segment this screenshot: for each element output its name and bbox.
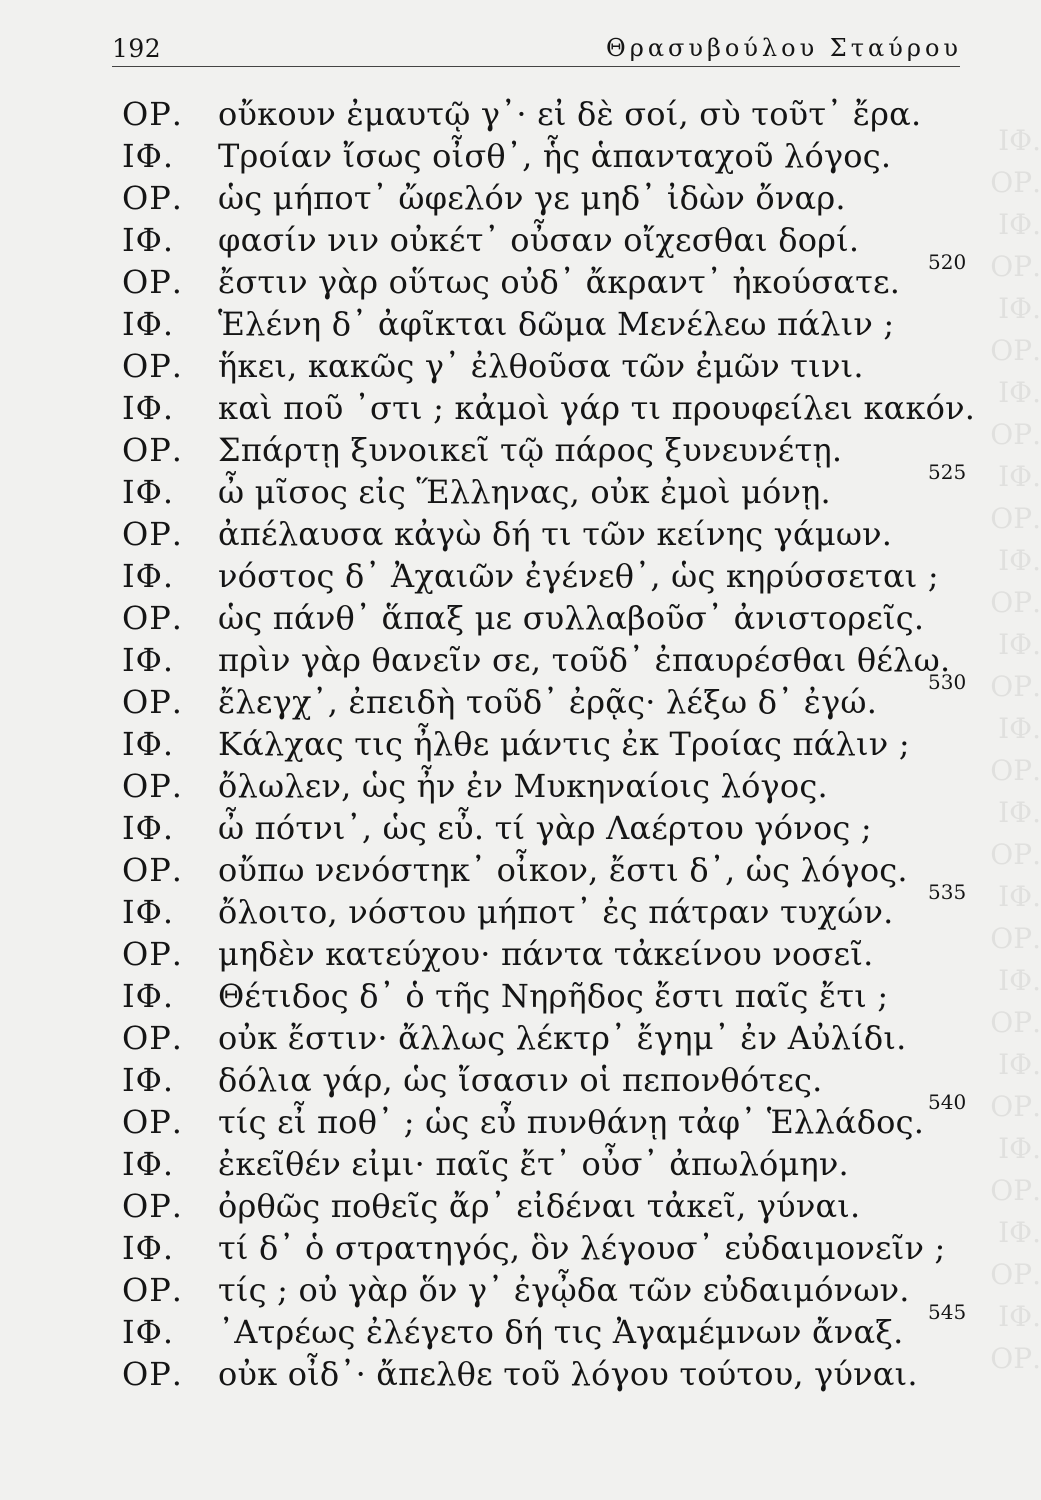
verse-text: Σπάρτῃ ξυνοικεῖ τῷ πάρος ξυνευνέτῃ. [218,431,843,469]
verse-text: ᾽Ατρέως ἐλέγετο δή τις Ἀγαμέμνων ἄναξ. [218,1313,904,1351]
dialogue-line-11 [0,513,1041,555]
speaker-label: ΟΡ. [122,1019,183,1057]
speaker-label: ΙΦ. [122,1229,175,1267]
speaker-label: ΙΦ. [122,1313,175,1351]
dialogue-lines [0,93,1041,1463]
speaker-label: ΙΦ. [122,1145,175,1183]
dialogue-line-14 [0,639,1041,681]
speaker-label: ΙΦ. [122,809,175,847]
verse-text: ἔλεγχ᾽, ἐπειδὴ τοῦδ᾽ ἐρᾷς· λέξω δ᾽ ἐγώ. [218,683,878,721]
dialogue-line-30 [0,1300,1041,1353]
dialogue-line-13 [0,597,1041,639]
dialogue-line-23 [0,1017,1041,1059]
speaker-label: ΙΦ. [122,893,175,931]
verse-text: ἥκει, κακῶς γ᾽ ἐλθοῦσα τῶν ἐμῶν τινι. [218,347,864,385]
speaker-label: ΟΡ. [122,179,183,217]
dialogue-line-6 [0,303,1041,345]
dialogue-line-2 [0,135,1041,177]
dialogue-line-28 [0,1227,1041,1269]
dialogue-line-29 [0,1269,1041,1311]
verse-text: τίς εἶ ποθ᾽ ; ὡς εὖ πυνθάνῃ τἀφ᾽ Ἑλλάδος. [218,1103,925,1141]
dialogue-line-15 [0,670,1041,723]
line-number: 545 [928,1300,967,1324]
speaker-label: ΙΦ. [122,641,175,679]
speaker-label: ΙΦ. [122,137,175,175]
verse-text: ὄλωλεν, ὡς ἦν ἐν Μυκηναίοις λόγος. [218,767,828,805]
verse-text: Τροίαν ἴσως οἶσθ᾽, ἧς ἁπανταχοῦ λόγος. [218,137,892,175]
dialogue-line-7 [0,345,1041,387]
dialogue-line-12 [0,555,1041,597]
line-number: 525 [928,460,967,484]
verse-text: ὡς μήποτ᾽ ὤφελόν γε μηδ᾽ ἰδὼν ὄναρ. [218,179,846,217]
speaker-label: ΙΦ. [122,473,175,511]
dialogue-line-19 [0,849,1041,891]
dialogue-line-24 [0,1059,1041,1101]
show-through-text: ΙΦ. ΟΡ. ΙΦ. ΟΡ. ΙΦ. ΟΡ. ΙΦ. ΟΡ. ΙΦ. ΟΡ. ΙΦ. ΟΡ. ΙΦ. ΟΡ. ΙΦ. ΟΡ. ΙΦ. ΟΡ. ΙΦ. ΟΡ. ΙΦ. ΟΡ. ΙΦ. ΟΡ. ΙΦ. ΟΡ. ΙΦ. ΟΡ. ΙΦ. ΟΡ. [990,124,1041,1375]
speaker-label: ΟΡ. [122,767,183,805]
verse-text: οὐκ οἶδ᾽· ἄπελθε τοῦ λόγου τούτου, γύναι. [218,1355,918,1393]
speaker-label: ΟΡ. [122,1103,183,1141]
speaker-label: ΙΦ. [122,977,175,1015]
dialogue-line-5 [0,250,1041,303]
dialogue-line-21 [0,933,1041,975]
verse-text: ἀπέλαυσα κἀγὼ δή τι τῶν κείνης γάμων. [218,515,893,553]
speaker-label: ΟΡ. [122,1355,183,1393]
speaker-label: ΟΡ. [122,263,183,301]
verse-text: οὐκ ἔστιν· ἄλλως λέκτρ᾽ ἔγημ᾽ ἐν Αὐλίδι. [218,1019,907,1057]
dialogue-line-26 [0,1143,1041,1185]
verse-text: οὔπω νενόστηκ᾽ οἶκον, ἔστι δ᾽, ὡς λόγος. [218,851,908,889]
verse-text: Ἑλένη δ᾽ ἀφῖκται δῶμα Μενέλεω πάλιν ; [218,305,895,343]
speaker-label: ΟΡ. [122,347,183,385]
dialogue-line-9 [0,429,1041,471]
dialogue-line-10 [0,460,1041,513]
verse-text: ὄλοιτο, νόστου μήποτ᾽ ἐς πάτραν τυχών. [218,893,894,931]
speaker-label: ΟΡ. [122,1187,183,1225]
dialogue-line-27 [0,1185,1041,1227]
line-number: 520 [928,250,967,274]
speaker-label: ΟΡ. [122,851,183,889]
dialogue-line-8 [0,387,1041,429]
verse-text: ὦ πότνι᾽, ὡς εὖ. τί γὰρ Λαέρτου γόνος ; [218,809,872,847]
header-rule [112,66,960,67]
speaker-label: ΟΡ. [122,515,183,553]
page-number: 192 [112,34,162,63]
verse-text: ἐκεῖθέν εἰμι· παῖς ἔτ᾽ οὖσ᾽ ἀπωλόμην. [218,1145,849,1183]
verse-text: πρὶν γὰρ θανεῖν σε, τοῦδ᾽ ἐπαυρέσθαι θέλω. [218,641,951,679]
verse-text: ἔστιν γὰρ οὕτως οὐδ᾽ ἄκραντ᾽ ἠκούσατε. [218,263,901,301]
verse-text: φασίν νιν οὐκέτ᾽ οὖσαν οἴχεσθαι δορί. [218,221,860,259]
verse-text: μηδὲν κατεύχου· πάντα τἀκείνου νοσεῖ. [218,935,874,973]
dialogue-line-22 [0,975,1041,1017]
verse-text: νόστος δ᾽ Ἀχαιῶν ἐγένεθ᾽, ὡς κηρύσσεται ; [218,557,939,595]
speaker-label: ΟΡ. [122,431,183,469]
speaker-label: ΙΦ. [122,305,175,343]
verse-text: ὡς πάνθ᾽ ἅπαξ με συλλαβοῦσ᾽ ἀνιστορεῖς. [218,599,925,637]
speaker-label: ΟΡ. [122,95,183,133]
dialogue-line-20 [0,880,1041,933]
speaker-label: ΙΦ. [122,725,175,763]
dialogue-line-18 [0,807,1041,849]
verse-text: τίς ; οὐ γὰρ ὅν γ᾽ ἐγᾦδα τῶν εὐδαιμόνων. [218,1271,910,1309]
speaker-label: ΟΡ. [122,599,183,637]
dialogue-line-16 [0,723,1041,765]
verse-text: Θέτιδος δ᾽ ὁ τῆς Νηρῆδος ἔστι παῖς ἔτι ; [218,977,889,1015]
speaker-label: ΙΦ. [122,557,175,595]
speaker-label: ΙΦ. [122,221,175,259]
running-head: Θρασυβούλου Σταύρου [606,34,962,62]
verse-text: τί δ᾽ ὁ στρατηγός, ὃν λέγουσ᾽ εὐδαιμονεῖν ; [218,1229,946,1267]
verse-text: οὔκουν ἐμαυτῷ γ᾽· εἰ δὲ σοί, σὺ τοῦτ᾽ ἔρα. [218,95,922,133]
speaker-label: ΙΦ. [122,1061,175,1099]
dialogue-line-25 [0,1090,1041,1143]
speaker-label: ΟΡ. [122,683,183,721]
verse-text: καὶ ποῦ ᾽στι ; κἀμοὶ γάρ τι προυφείλει κακόν. [218,389,976,427]
dialogue-line-1 [0,93,1041,135]
dialogue-line-17 [0,765,1041,807]
line-number: 535 [928,880,967,904]
verse-text: δόλια γάρ, ὡς ἴσασιν οἱ πεπονθότες. [218,1061,823,1099]
speaker-label: ΟΡ. [122,935,183,973]
dialogue-line-4 [0,219,1041,261]
verse-text: Κάλχας τις ἦλθε μάντις ἐκ Τροίας πάλιν ; [218,725,910,763]
speaker-label: ΙΦ. [122,389,175,427]
speaker-label: ΟΡ. [122,1271,183,1309]
dialogue-line-31 [0,1353,1041,1395]
verse-text: ὀρθῶς ποθεῖς ἄρ᾽ εἰδέναι τἀκεῖ, γύναι. [218,1187,861,1225]
line-number: 540 [928,1090,967,1114]
line-number: 530 [928,670,967,694]
verse-text: ὦ μῖσος εἰς Ἕλληνας, οὐκ ἐμοὶ μόνῃ. [218,473,831,511]
dialogue-line-3 [0,177,1041,219]
